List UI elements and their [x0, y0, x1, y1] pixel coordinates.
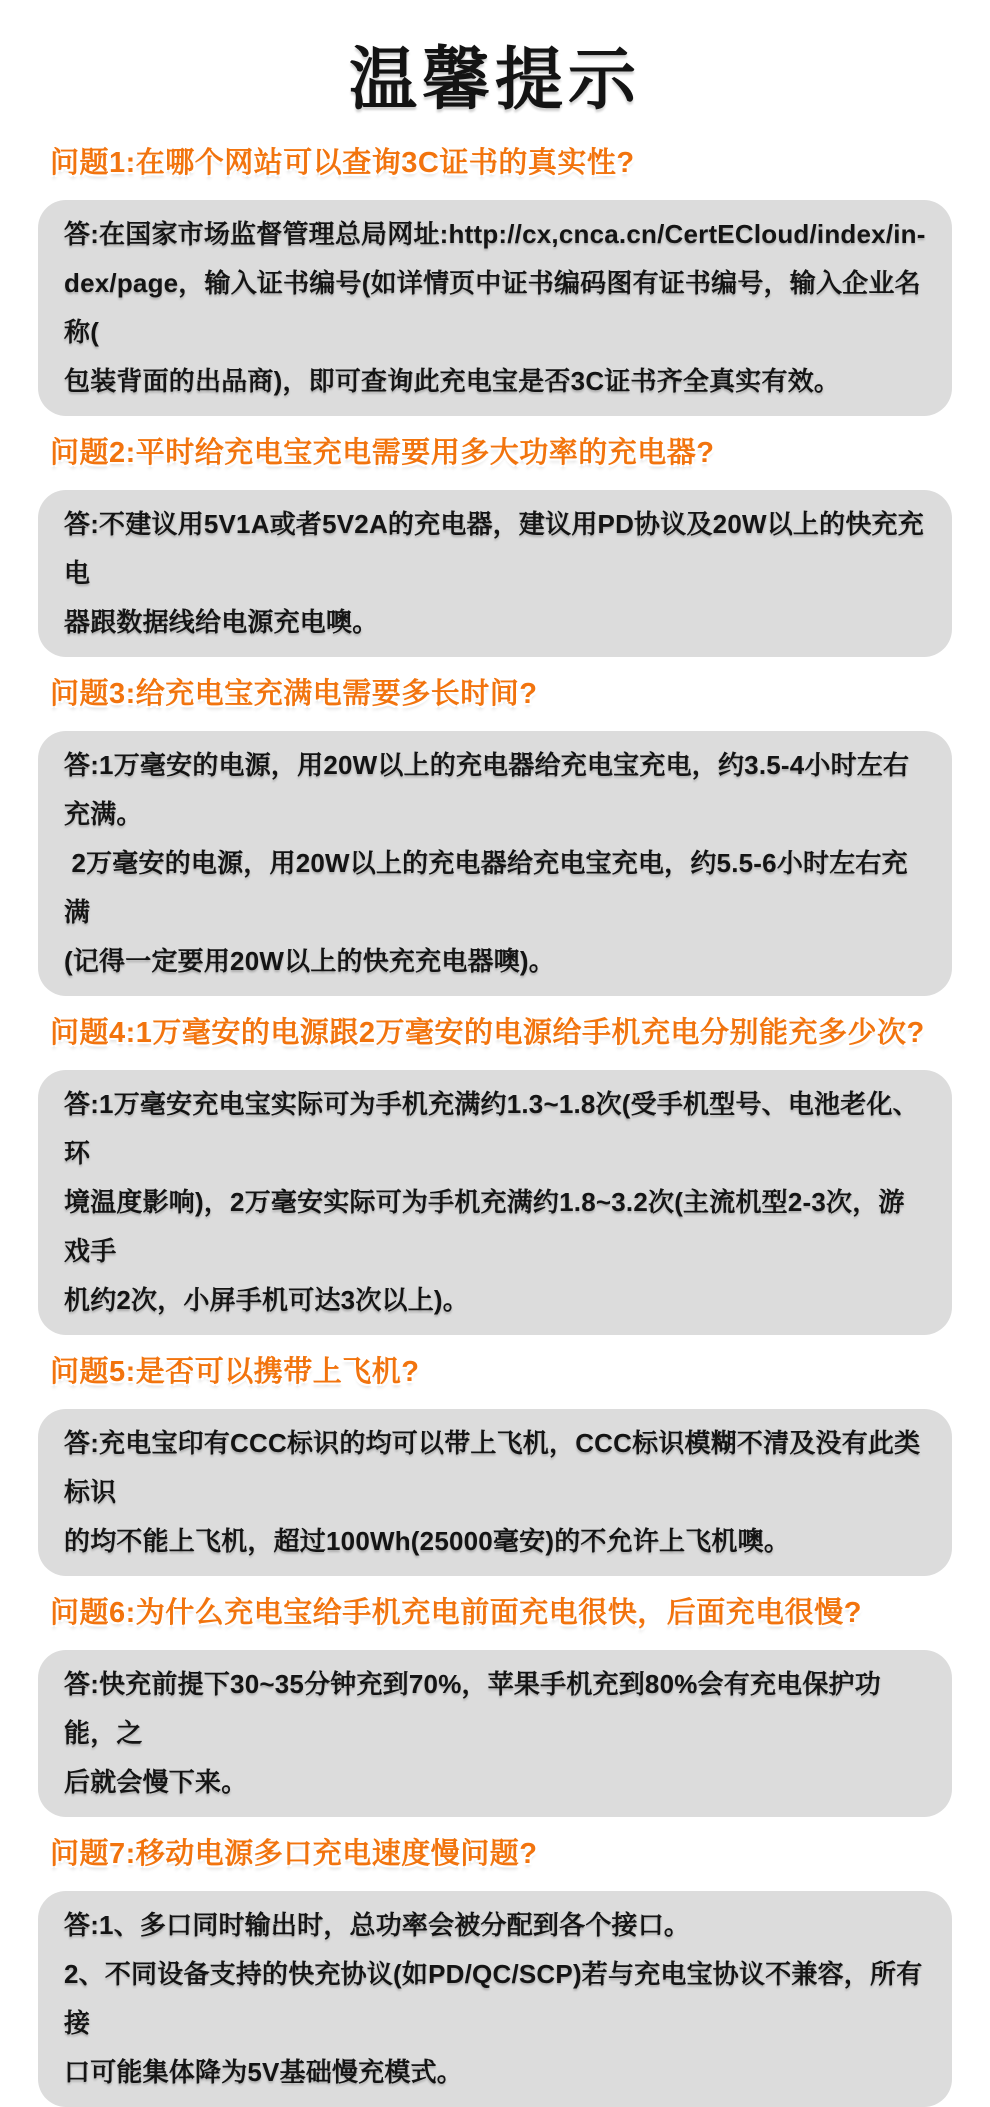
answer-line: dex/page，输入证书编号(如详情页中证书编码图有证书编号，输入企业名称(	[64, 268, 921, 347]
answer-line: 口可能集体降为5V基础慢充模式。	[64, 2057, 464, 2087]
question-heading-6: 问题6:为什么充电宝给手机充电前面充电很快，后面充电很慢?	[50, 1597, 863, 1629]
question-heading-7: 问题7:移动电源多口充电速度慢问题?	[50, 1838, 538, 1870]
answer-line: 答:1万毫安充电宝实际可为手机充满约1.3~1.8次(受手机型号、电池老化、环	[64, 1089, 919, 1168]
question-heading-1: 问题1:在哪个网站可以查询3C证书的真实性?	[50, 147, 635, 179]
answer-line: 答:充电宝印有CCC标识的均可以带上飞机，CCC标识模糊不清及没有此类标识	[64, 1428, 921, 1507]
faq-item-2	[38, 436, 952, 657]
answer-box-4	[38, 1070, 952, 1335]
answer-line: 答:不建议用5V1A或者5V2A的充电器，建议用PD协议及20W以上的快充充电	[64, 509, 924, 588]
answer-box-5	[38, 1409, 952, 1576]
answer-box-7	[38, 1891, 952, 2107]
question-heading-4: 问题4:1万毫安的电源跟2万毫安的电源给手机充电分别能充多少次?	[50, 1017, 925, 1049]
faq-item-4	[38, 1016, 952, 1335]
answer-box-2	[38, 490, 952, 657]
page-title: 温馨提示	[348, 42, 641, 118]
answer-box-3	[38, 731, 952, 996]
answer-line: 2万毫安的电源，用20W以上的充电器给充电宝充电，约5.5-6小时左右充满	[64, 848, 908, 927]
faq-item-7	[38, 1837, 952, 2107]
faq-item-5	[38, 1355, 952, 1576]
answer-line: 机约2次，小屏手机可达3次以上)。	[64, 1285, 469, 1315]
faq-item-1	[38, 146, 952, 416]
faq-item-6	[38, 1596, 952, 1817]
answer-line: 答:在国家市场监督管理总局网址:http://cx,cnca.cn/CertECloud/index/in-	[64, 219, 926, 249]
question-heading-5: 问题5:是否可以携带上飞机?	[50, 1356, 420, 1388]
answer-line: 答:1万毫安的电源，用20W以上的充电器给充电宝充电，约3.5-4小时左右充满。	[64, 750, 910, 829]
answer-line: 器跟数据线给电源充电噢。	[64, 607, 379, 637]
answer-box-1	[38, 200, 952, 416]
faq-item-3	[38, 677, 952, 996]
faq-list	[38, 146, 952, 2107]
answer-line: 2、不同设备支持的快充协议(如PD/QC/SCP)若与充电宝协议不兼容，所有接	[64, 1959, 923, 2038]
answer-line: 包装背面的出品商)，即可查询此充电宝是否3C证书齐全真实有效。	[64, 366, 841, 396]
question-heading-2: 问题2:平时给充电宝充电需要用多大功率的充电器?	[50, 437, 715, 469]
answer-line: (记得一定要用20W以上的快充充电器噢)。	[64, 946, 555, 976]
answer-line: 答:快充前提下30~35分钟充到70%，苹果手机充到80%会有充电保护功能，之	[64, 1669, 881, 1748]
answer-line: 境温度影响)，2万毫安实际可为手机充满约1.8~3.2次(主流机型2-3次，游戏手	[64, 1187, 905, 1266]
answer-line: 的均不能上飞机，超过100Wh(25000毫安)的不允许上飞机噢。	[64, 1526, 791, 1556]
answer-box-6	[38, 1650, 952, 1817]
answer-line: 答:1、多口同时输出时，总功率会被分配到各个接口。	[64, 1910, 691, 1940]
question-heading-3: 问题3:给充电宝充满电需要多长时间?	[50, 678, 538, 710]
answer-line: 后就会慢下来。	[64, 1767, 248, 1797]
